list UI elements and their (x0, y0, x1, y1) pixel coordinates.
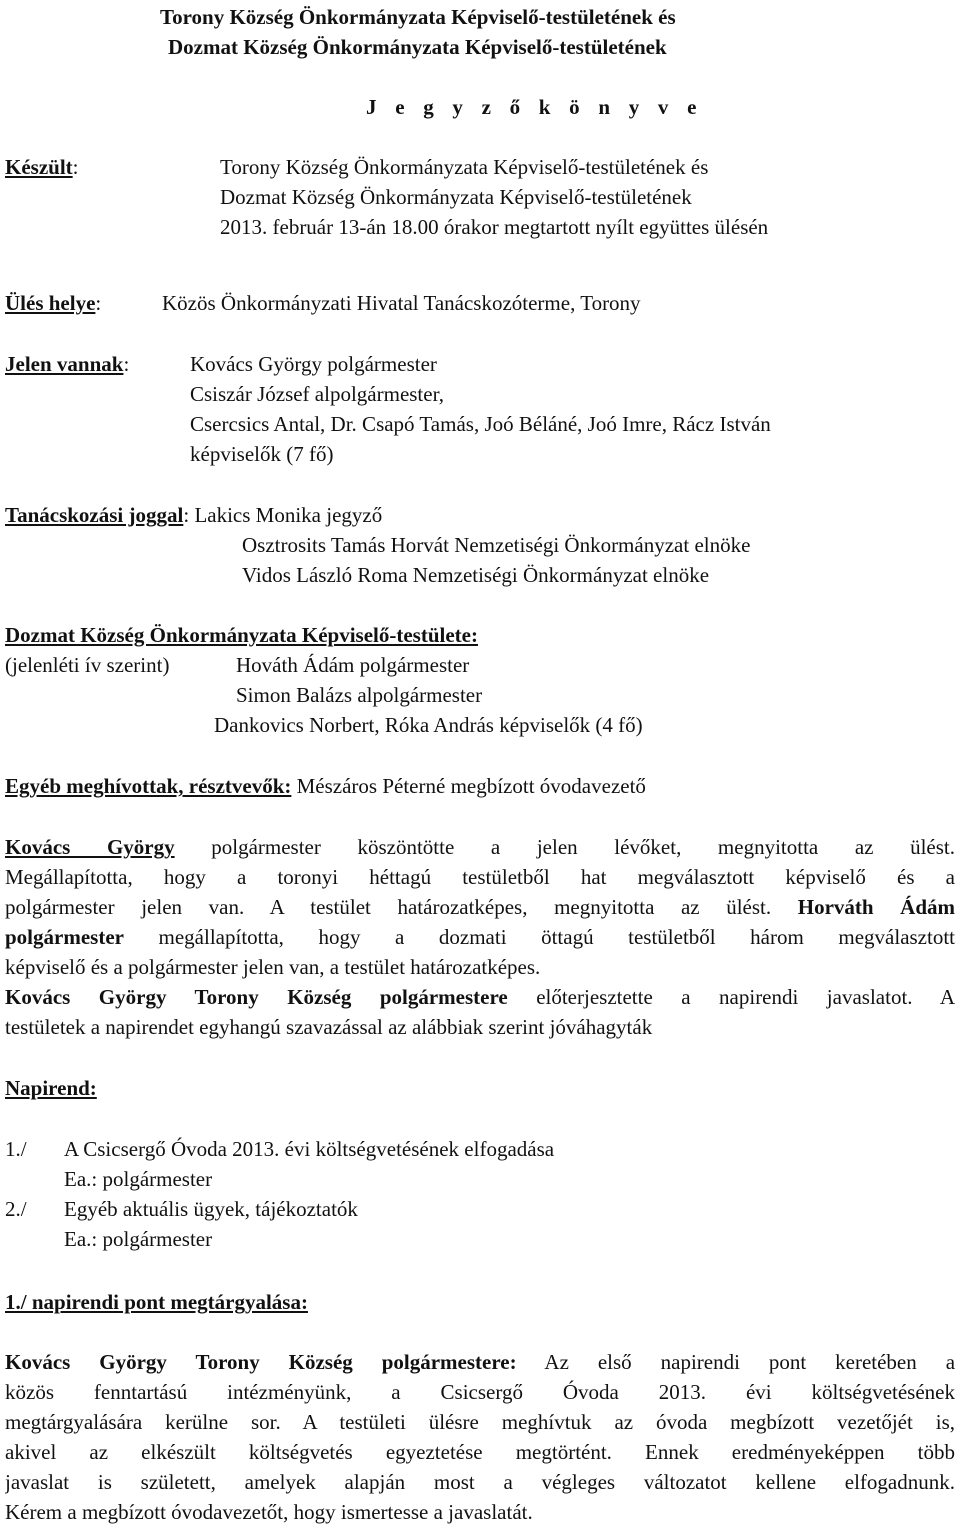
jelen-vannak-line-4: képviselők (7 fő) (190, 442, 334, 466)
egyeb-value: Mészáros Péterné megbízott óvodavezető (296, 774, 646, 798)
napirend-item-2-ea: Ea.: polgármester (64, 1227, 213, 1251)
jelen-vannak-line-1: Kovács György polgármester (190, 352, 437, 376)
section1-line-4: akivel az elkészült költségvetés egyeztetése megtörtént. Ennek eredményeképpen több (5, 1440, 955, 1464)
intro-line-1 (5, 832, 955, 862)
napirend-item-2-title: Egyéb aktuális ügyek, tájékoztatók (64, 1197, 358, 1221)
napirend-item-1-num: 1./ (5, 1137, 27, 1161)
napirend-item-1-ea: Ea.: polgármester (64, 1167, 213, 1191)
section1-line-6: Kérem a megbízott óvodavezetőt, hogy ismertesse a javaslatát. (5, 1500, 533, 1524)
tanacskozasi-colon: : (183, 503, 190, 527)
intro-line-5: képviselő és a polgármester jelen van, a testület határozatképes. (5, 955, 541, 979)
egyeb-row (5, 771, 646, 801)
keszult-colon: : (72, 155, 79, 179)
section1-line-1 (5, 1347, 955, 1377)
ules-helye-label: Ülés helye (5, 291, 96, 315)
tanacskozasi-line-3: Vidos László Roma Nemzetiségi Önkormányzat elnöke (242, 563, 710, 587)
intro-horvath-title: polgármester (5, 925, 124, 949)
section1-line-3: megtárgyalására kerülne sor. A testületi ülésre meghívtuk az óvoda megbízott vezetőjét is, (5, 1410, 955, 1434)
keszult-label: Készült (5, 155, 73, 179)
tanacskozasi-row (5, 500, 382, 530)
keszult-label-row (5, 152, 79, 182)
tanacskozasi-label: Tanácskozási joggal (5, 503, 184, 527)
dozmat-line-3: Dankovics Norbert, Róka András képviselők (4 fő) (214, 713, 643, 737)
napirend-heading: Napirend: (5, 1076, 97, 1100)
dozmat-line-1: Hováth Ádám polgármester (236, 653, 470, 677)
jelen-vannak-line-3: Csercsics Antal, Dr. Csapó Tamás, Joó Béláné, Joó Imre, Rácz István (190, 412, 771, 436)
dozmat-heading: Dozmat Község Önkormányzata Képviselő-testülete: (5, 623, 478, 647)
section1-line-2: közös fenntartású intézményünk, a Csicsergő Óvoda 2013. évi költségvetésének (5, 1380, 955, 1404)
ules-helye-value: Közös Önkormányzati Hivatal Tanácskozóterme, Torony (162, 291, 641, 315)
keszult-line-2: Dozmat Község Önkormányzata Képviselő-testületének (220, 185, 692, 209)
section1-line-5: javaslat is született, amelyek alapján most a végleges változatot kellene elfogadnunk. (5, 1470, 955, 1494)
tanacskozasi-line-1: Lakics Monika jegyző (194, 503, 383, 527)
intro-line-6-text: előterjesztette a napirendi javaslatot. A (536, 985, 955, 1009)
section1-line-1-text: Az első napirendi pont keretében a (544, 1350, 955, 1374)
document-type: J e g y z ő k ö n y v e (366, 95, 704, 119)
intro-line-3-text: polgármester jelen van. A testület határozatképes, megnyitotta az ülést. (5, 895, 772, 919)
dozmat-line-2: Simon Balázs alpolgármester (236, 683, 483, 707)
jelen-vannak-label: Jelen vannak (5, 352, 124, 376)
intro-line-1-text: polgármester köszöntötte a jelen lévőket, megnyitotta az ülést. (211, 835, 955, 859)
jelen-vannak-colon: : (123, 352, 130, 376)
intro-line-7: testületek a napirendet egyhangú szavazással az alábbiak szerint jóváhagyták (5, 1015, 653, 1039)
intro-speaker-name: Kovács György (5, 835, 175, 859)
intro-p2-speaker: Kovács György Torony Község polgármestere (5, 985, 508, 1009)
intro-horvath-name: Horváth Ádám (797, 895, 955, 919)
title-line-1: Torony Község Önkormányzata Képviselő-testületének és (160, 5, 676, 29)
napirend-item-1-title: A Csicsergő Óvoda 2013. évi költségvetésének elfogadása (64, 1137, 555, 1161)
keszult-line-3: 2013. február 13-án 18.00 órakor megtartott nyílt együttes ülésén (220, 215, 769, 239)
intro-line-2: Megállapította, hogy a toronyi héttagú testületből hat megválasztott képviselő és a (5, 865, 955, 889)
tanacskozasi-line-2: Osztrosits Tamás Horvát Nemzetiségi Önkormányzat elnöke (242, 533, 751, 557)
egyeb-label: Egyéb meghívottak, résztvevők: (5, 774, 292, 798)
intro-line-4-text: megállapította, hogy a dozmati öttagú testületből három megválasztott (158, 925, 955, 949)
jelen-vannak-line-2: Csiszár József alpolgármester, (190, 382, 444, 406)
ules-helye-colon: : (95, 291, 102, 315)
dozmat-sublabel: (jelenléti ív szerint) (5, 653, 170, 677)
napirend-item-2-num: 2./ (5, 1197, 27, 1221)
intro-line-3 (5, 892, 955, 922)
section1-heading: 1./ napirendi pont megtárgyalása: (5, 1290, 308, 1314)
jelen-vannak-label-row (5, 349, 129, 379)
title-line-2: Dozmat Község Önkormányzata Képviselő-testületének (168, 35, 667, 59)
intro-line-6 (5, 982, 955, 1012)
intro-line-4 (5, 922, 955, 952)
keszult-line-1: Torony Község Önkormányzata Képviselő-testületének és (220, 155, 709, 179)
ules-helye-label-row (5, 288, 101, 318)
section1-speaker: Kovács György Torony Község polgármestere: (5, 1350, 517, 1374)
